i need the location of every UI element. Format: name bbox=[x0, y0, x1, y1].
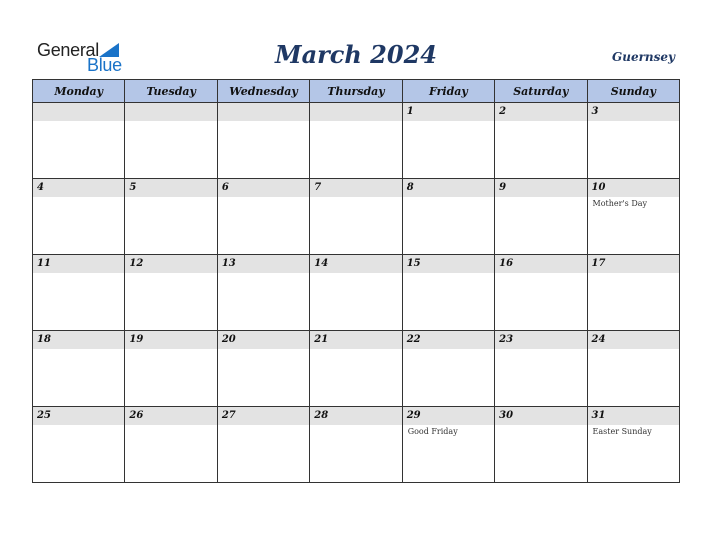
week-row bbox=[33, 407, 680, 483]
day-cell bbox=[402, 331, 494, 407]
day-cell bbox=[310, 255, 402, 331]
day-cell bbox=[217, 331, 309, 407]
day-number: 17 bbox=[588, 255, 679, 273]
day-number: 28 bbox=[310, 407, 401, 425]
day-cell bbox=[402, 179, 494, 255]
day-number: 12 bbox=[125, 255, 216, 273]
day-cell bbox=[495, 103, 587, 179]
calendar-body bbox=[33, 103, 680, 483]
week-row bbox=[33, 331, 680, 407]
day-cell bbox=[310, 407, 402, 483]
day-cell bbox=[495, 331, 587, 407]
day-cell bbox=[217, 103, 309, 179]
day-cell bbox=[217, 255, 309, 331]
day-number: 27 bbox=[218, 407, 309, 425]
day-cell bbox=[33, 407, 125, 483]
day-number: 23 bbox=[495, 331, 586, 349]
day-number: 9 bbox=[495, 179, 586, 197]
day-cell bbox=[402, 407, 494, 483]
weekday-header: Friday bbox=[402, 80, 494, 103]
day-number: 5 bbox=[125, 179, 216, 197]
day-cell bbox=[495, 255, 587, 331]
day-cell bbox=[310, 331, 402, 407]
weekday-header: Thursday bbox=[310, 80, 402, 103]
day-cell bbox=[495, 407, 587, 483]
logo-blue-text: Blue bbox=[87, 55, 122, 75]
day-number: 2 bbox=[495, 103, 586, 121]
day-cell bbox=[217, 407, 309, 483]
logo-general-text: General bbox=[37, 40, 99, 60]
day-number: 10 bbox=[588, 179, 679, 197]
weekday-header: Wednesday bbox=[217, 80, 309, 103]
day-number: 29 bbox=[403, 407, 494, 425]
day-number: 22 bbox=[403, 331, 494, 349]
holiday-label: Easter Sunday bbox=[592, 427, 652, 436]
day-cell bbox=[125, 331, 217, 407]
day-number: 1 bbox=[403, 103, 494, 121]
day-cell bbox=[125, 103, 217, 179]
day-number: 4 bbox=[33, 179, 124, 197]
day-cell bbox=[587, 331, 679, 407]
day-cell bbox=[587, 407, 679, 483]
week-row bbox=[33, 179, 680, 255]
holiday-label: Good Friday bbox=[407, 427, 458, 436]
day-number: 30 bbox=[495, 407, 586, 425]
day-cell bbox=[587, 255, 679, 331]
day-number: 25 bbox=[33, 407, 124, 425]
day-cell bbox=[33, 255, 125, 331]
day-cell bbox=[217, 179, 309, 255]
day-number: 21 bbox=[310, 331, 401, 349]
day-number: 18 bbox=[33, 331, 124, 349]
day-number: 7 bbox=[310, 179, 401, 197]
day-number: 8 bbox=[403, 179, 494, 197]
day-cell bbox=[495, 179, 587, 255]
holiday-label: Mother's Day bbox=[592, 199, 648, 208]
day-number bbox=[125, 103, 216, 121]
country-label: Guernsey bbox=[611, 50, 675, 64]
day-number: 15 bbox=[403, 255, 494, 273]
weekday-header: Saturday bbox=[495, 80, 587, 103]
day-number: 24 bbox=[588, 331, 679, 349]
weekday-header: Tuesday bbox=[125, 80, 217, 103]
week-row bbox=[33, 103, 680, 179]
day-number: 6 bbox=[218, 179, 309, 197]
day-number: 31 bbox=[588, 407, 679, 425]
day-number: 3 bbox=[588, 103, 679, 121]
day-cell bbox=[587, 179, 679, 255]
day-number: 13 bbox=[218, 255, 309, 273]
day-number: 16 bbox=[495, 255, 586, 273]
day-cell bbox=[33, 103, 125, 179]
day-cell bbox=[33, 179, 125, 255]
day-cell bbox=[125, 255, 217, 331]
day-cell bbox=[310, 103, 402, 179]
day-cell bbox=[125, 407, 217, 483]
day-number bbox=[310, 103, 401, 121]
day-number: 11 bbox=[33, 255, 124, 273]
day-number: 19 bbox=[125, 331, 216, 349]
day-number bbox=[33, 103, 124, 121]
day-number: 26 bbox=[125, 407, 216, 425]
day-cell bbox=[402, 103, 494, 179]
day-number bbox=[218, 103, 309, 121]
day-number: 20 bbox=[218, 331, 309, 349]
day-cell bbox=[402, 255, 494, 331]
day-cell bbox=[587, 103, 679, 179]
weekday-header: Sunday bbox=[587, 80, 679, 103]
week-row bbox=[33, 255, 680, 331]
calendar-title: March 2024 bbox=[275, 40, 437, 69]
day-cell bbox=[310, 179, 402, 255]
day-cell bbox=[33, 331, 125, 407]
day-number: 14 bbox=[310, 255, 401, 273]
calendar-grid bbox=[32, 79, 680, 483]
weekday-header-row bbox=[33, 80, 680, 103]
weekday-header: Monday bbox=[33, 80, 125, 103]
day-cell bbox=[125, 179, 217, 255]
